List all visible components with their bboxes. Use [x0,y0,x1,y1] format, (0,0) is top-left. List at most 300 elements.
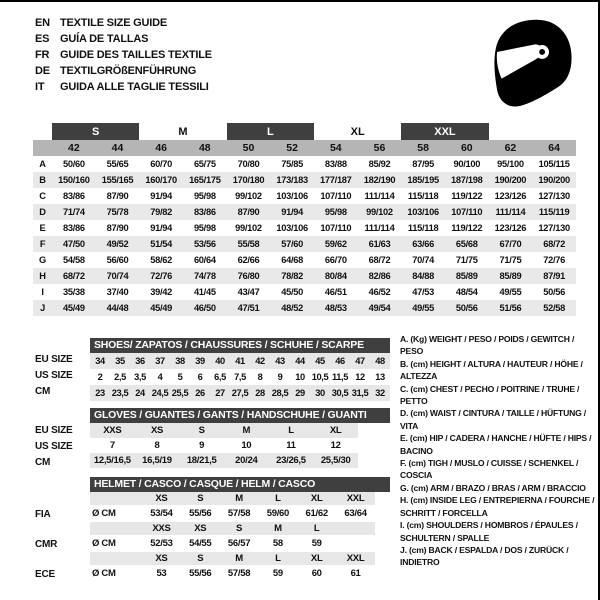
size-header-cell: 46 [139,140,183,156]
row-letter: F [33,236,52,252]
shoes-cell: 12 [355,372,365,382]
size-value-cell: 105/115 [538,159,570,169]
helmet-value-cell: 55/56 [181,505,220,522]
helmet-sizes-row-fia [90,492,375,505]
helmet-size-cell: M [220,552,259,565]
size-group-xxl: XXL [401,123,488,140]
size-value-cell: 85/89 [489,268,533,284]
size-value-cell: 56/60 [106,255,129,265]
size-value-cell: 49/54 [358,300,402,316]
helmet-size-cell: XS [181,522,220,535]
gloves-cell: 18/21,5 [179,453,224,468]
size-value-cell: 103/106 [276,223,308,233]
shoes-cell: 4 [157,372,163,382]
size-value-cell: 53/56 [183,236,227,252]
language-row-it [35,79,212,95]
shoes-cell: 43 [270,353,290,369]
size-value-cell: 41/45 [193,287,216,297]
shoes-row-1 [90,369,390,385]
size-value-cell: 187/198 [445,172,489,188]
size-value-cell: 43/47 [237,287,260,297]
legend-item: H. (cm) INSIDE LEG / ENTREPIERNA / FOURCHE / SCHRITT / FORCELLA [400,495,595,518]
size-value-cell: 60/70 [150,159,173,169]
shoes-cell: 37 [150,353,170,369]
helmet-value-cell: 61 [336,565,375,582]
size-value-cell: 95/98 [193,191,216,201]
helmet-size-cell: XS [142,492,181,505]
legend-item: C. (cm) CHEST / PECHO / POITRINE / TRUHE / PETTO [400,383,580,407]
size-value-cell: 78/82 [270,268,314,284]
size-value-cell: 51/56 [489,300,533,316]
gloves-cell: 12 [330,440,341,451]
size-value-cell: 107/110 [445,204,489,220]
size-value-cell: 72/76 [543,255,566,265]
helmet-size-cell: S [220,522,259,535]
language-code: FR [35,49,50,61]
helmet-values-row-cmr [90,535,375,552]
size-value-cell: 119/122 [451,191,483,201]
size-value-cell: 87/90 [106,223,129,233]
size-value-cell: 95/98 [314,204,358,220]
size-header-cell: 52 [270,140,314,156]
gloves-cell: XXS [90,423,135,438]
shoes-cell: 29 [290,385,310,401]
row-letter: G [39,255,46,265]
helmet-size-cell: M [220,492,259,505]
language-title: GUIDA ALLE TAGLIE TESSILI [60,81,209,93]
helmet-ece-label: ECE [35,569,55,580]
helmet-size-spacer [90,522,142,535]
shoes-cell: 10,5 [311,372,329,382]
textile-size-table [33,123,576,316]
shoes-cell: 48 [370,353,390,369]
shoes-cell: 3,5 [134,372,146,382]
legend-item: B. (cm) HEIGHT / ALTURA / HAUTEUR / HÖHE / ALTEZZA [400,358,583,382]
gloves-cell: 20/24 [224,453,269,468]
size-value-cell: 44/48 [96,300,140,316]
helmet-value-cell: 55/56 [181,565,220,582]
size-value-cell: 35/38 [62,287,85,297]
helmet-size-cell: L [297,522,336,535]
size-group-empty [489,123,533,140]
size-value-cell: 47/51 [227,300,271,316]
measure-row-i [33,284,576,300]
size-header-cell: 54 [314,140,358,156]
size-group-m: M [178,125,188,138]
size-header-cell: 42 [52,140,96,156]
measure-row-f [33,236,576,252]
size-value-cell: 91/94 [150,223,173,233]
size-header-cell: 50 [227,140,271,156]
size-value-cell: 70/80 [237,159,260,169]
size-header-cell: 56 [358,140,402,156]
shoes-cell: 11,5 [332,372,348,382]
helmet-value-cell: 60 [297,565,336,582]
size-value-cell: 68/72 [532,236,576,252]
helmet-sizes-row-ece [90,552,375,565]
size-value-cell: 50/56 [543,287,566,297]
helmet-value-cell: 53/54 [142,505,181,522]
language-title: GUÍA DE TALLAS [60,33,149,45]
helmet-value-cell: 57/58 [220,565,259,582]
shoes-cell: 23 [90,385,110,401]
gloves-cell: 8 [154,440,160,451]
helmet-values-row-ece [90,565,375,582]
helmet-value-cell: 52/53 [142,535,181,552]
size-value-cell: 99/102 [235,223,262,233]
size-value-cell: 111/114 [489,204,533,220]
size-value-cell: 123/126 [494,191,527,201]
size-value-cell: 61/63 [358,236,402,252]
row-letter: A [39,159,46,169]
shoes-cell: 36 [130,353,150,369]
row-letter: H [33,268,52,284]
shoes-cell: 6 [197,372,203,382]
shoes-cell: 24 [130,385,150,401]
size-header-cell: 58 [401,140,445,156]
helmet-value-cell: 61/62 [297,505,336,522]
size-value-cell: 83/86 [62,191,85,201]
size-value-cell: 47/53 [412,287,434,297]
size-value-cell: 49/55 [499,287,522,297]
gloves-cell: 25,5/30 [313,453,358,468]
size-value-cell: 58/62 [150,255,173,265]
size-value-cell: 46/51 [324,287,347,297]
measure-row-d [33,204,576,220]
size-value-cell: 51/54 [139,236,183,252]
gloves-cell: L [269,423,314,438]
row-letter: J [33,300,52,316]
size-value-cell: 80/84 [314,268,358,284]
measure-row-e [33,220,576,236]
shoes-cell: 27,5 [230,385,250,401]
gloves-cell: 7 [109,440,115,451]
size-value-cell: 55/58 [227,236,271,252]
size-value-cell: 160/170 [139,172,183,188]
helmet-value-cell: 54/55 [181,535,220,552]
shoes-cell: 27 [210,385,230,401]
size-value-cell: 87/90 [106,191,129,201]
size-value-cell: 87/95 [412,159,434,169]
size-value-cell: 103/106 [276,191,308,201]
size-value-cell: 165/175 [183,172,227,188]
size-value-cell: 71/75 [455,255,478,265]
measurement-legend [400,333,596,569]
helmet-size-spacer [90,492,142,505]
helmet-size-cell: S [181,492,220,505]
shoes-cell: 10 [295,372,305,382]
size-group-row [33,123,576,140]
size-value-cell: 65/75 [193,159,216,169]
helmet-size-cell: L [258,552,297,565]
shoes-cell: 7,5 [234,372,246,382]
language-row-de [35,63,212,79]
language-row-es [35,31,212,47]
size-value-cell: 95/98 [193,223,216,233]
shoes-cell: 41 [230,353,250,369]
gloves-table-title: GLOVES / GUANTES / GANTS / HANDSCHUHE / GUANTI [90,408,390,423]
helmet-unit-cell: Ø CM [90,505,142,522]
size-value-cell: 185/195 [401,172,445,188]
size-value-cell: 68/72 [368,255,391,265]
size-value-cell: 39/42 [150,287,173,297]
language-row-fr [35,47,212,63]
gloves-cell: 16,5/19 [135,453,180,468]
size-value-cell: 87/90 [227,204,271,220]
gloves-row-1 [90,438,358,453]
helmet-values-row-fia [90,505,375,522]
size-value-cell: 123/126 [494,223,527,233]
size-value-cell: 64/68 [281,255,304,265]
size-group-s: S [52,123,139,140]
helmet-size-cell: M [258,522,297,535]
size-value-cell: 82/86 [358,268,402,284]
size-value-cell: 91/94 [270,204,314,220]
shoes-cell: 31,5 [350,385,370,401]
size-value-cell: 91/94 [150,191,173,201]
measure-row-b [33,172,576,188]
helmet-cmr-label: CMR [35,539,58,550]
size-group-l: L [227,123,314,140]
helmet-value-cell: 59 [297,535,336,552]
helmet-value-cell: 59/60 [258,505,297,522]
shoes-cell: 30,5 [330,385,350,401]
size-value-cell: 70/74 [96,268,140,284]
size-header-cell: 44 [96,140,140,156]
size-value-cell: 57/60 [270,236,314,252]
gloves-table [90,408,390,468]
size-value-cell: 47/50 [52,236,96,252]
size-value-cell: 76/80 [227,268,271,284]
helmet-size-cell: L [258,492,297,505]
shoes-cell: 23,5 [110,385,130,401]
size-value-cell: 99/102 [358,204,402,220]
helmet-size-cell: XL [297,492,336,505]
size-value-cell: 65/68 [445,236,489,252]
size-value-cell: 87/91 [532,268,576,284]
helmet-sizes-row-cmr [90,522,375,535]
row-letter: B [33,172,52,188]
shoes-row-2 [90,385,390,401]
shoes-eu-size-label: EU SIZE [35,354,73,365]
gloves-cell: 11 [286,440,296,451]
racing-helmet-icon [486,16,578,110]
helmet-fia-label: FIA [35,509,51,520]
size-value-cell: 45/49 [52,300,96,316]
size-group-xl: XL [350,125,365,138]
shoes-cell: 45 [310,353,330,369]
shoes-cell: 44 [290,353,310,369]
helmet-unit-cell: Ø CM [90,535,142,552]
size-value-cell: 55/65 [106,159,129,169]
shoes-cm-label: CM [35,386,51,397]
legend-item: F. (cm) TIGH / MUSLO / CUISSE / SCHENKEL / COSCIA [400,458,579,481]
shoes-cell: 25,5 [170,385,190,401]
row-letter: D [33,204,52,220]
helmet-size-cell: XL [297,552,336,565]
helmet-size-cell: XXL [336,492,375,505]
size-value-cell: 127/130 [538,223,570,233]
size-value-cell: 107/110 [320,223,352,233]
helmet-size-cell: XXL [336,552,375,565]
size-value-cell: 150/160 [52,172,96,188]
language-code: EN [35,17,50,29]
size-value-cell: 37/40 [106,287,129,297]
helmet-size-cell: XXS [142,522,181,535]
size-value-cell: 45/49 [139,300,183,316]
language-row-en [35,15,212,31]
size-value-cell: 115/119 [532,204,576,220]
size-value-cell: 83/86 [183,204,227,220]
legend-item: A. (Kg) WEIGHT / PESO / POIDS / GEWITCH / PESO [400,334,575,357]
gloves-cell: 12,5/16,5 [90,453,135,468]
size-value-cell: 48/52 [270,300,314,316]
size-value-cell: 50/56 [445,300,489,316]
size-value-cell: 66/70 [324,255,347,265]
helmet-value-cell: 53 [142,565,181,582]
gloves-cell: M [224,423,269,438]
size-value-cell: 90/100 [453,159,481,169]
size-value-cell: 50/60 [62,159,85,169]
shoes-cell: 28 [250,385,270,401]
language-code: ES [35,33,50,45]
size-value-cell: 190/200 [532,172,576,188]
legend-item: D. (cm) WAIST / CINTURA / TAILLE / HÜFTUNG / VITA [400,408,586,431]
size-value-cell: 49/55 [401,300,445,316]
size-value-cell: 68/72 [52,268,96,284]
shoes-cell: 5 [177,372,183,382]
size-value-cell: 67/70 [489,236,533,252]
shoes-cell: 8 [257,372,263,382]
gloves-us-size-label: US SIZE [35,441,73,452]
shoes-us-size-label: US SIZE [35,370,73,381]
size-value-cell: 155/165 [96,172,140,188]
helmet-size-spacer [90,552,142,565]
shoes-cell: 32 [370,385,390,401]
size-value-cell: 127/130 [538,191,570,201]
shoes-table-title: SHOES/ ZAPATOS / CHAUSSURES / SCHUHE / SCARPE [90,338,390,353]
shoes-row-0 [90,353,390,369]
gloves-row-2 [90,453,358,468]
shoes-cell: 24,5 [150,385,170,401]
helmet-value-cell: 56/57 [220,535,259,552]
shoes-cell: 47 [350,353,370,369]
size-value-cell: 173/183 [270,172,314,188]
size-value-cell: 71/75 [499,255,522,265]
size-value-cell: 115/118 [407,223,439,233]
helmet-value-cell: 59 [258,565,297,582]
shoes-cell: 26 [190,385,210,401]
gloves-cell: 10 [241,440,252,451]
size-value-cell: 70/74 [412,255,434,265]
row-letter: E [39,223,46,233]
size-value-cell: 63/66 [401,236,445,252]
shoes-cell: 40 [210,353,230,369]
size-value-cell: 71/74 [52,204,96,220]
helmet-size-cell: XS [142,552,181,565]
helmet-table-title: HELMET / CASCO / CASQUE / HELM / CASCO [90,477,390,492]
shoes-cell: 28,5 [270,385,290,401]
language-title: TEXTILE SIZE GUIDE [60,17,168,29]
language-header [35,15,212,95]
size-value-cell: 99/102 [235,191,262,201]
size-value-cell: 182/190 [358,172,402,188]
measure-row-a [33,156,576,172]
shoes-cell: 9 [277,372,283,382]
size-value-cell: 45/50 [281,287,304,297]
size-value-cell: 52/58 [532,300,576,316]
size-header-cell: 60 [445,140,489,156]
size-value-cell: 46/52 [368,287,391,297]
shoes-cell: 39 [190,353,210,369]
size-header-corner [33,140,52,156]
shoes-cell: 34 [90,353,110,369]
size-value-cell: 74/78 [183,268,227,284]
size-value-cell: 72/76 [139,268,183,284]
size-value-cell: 75/78 [96,204,140,220]
size-value-cell: 48/54 [455,287,478,297]
size-group-empty [33,123,52,140]
shoes-table [90,338,390,401]
gloves-eu-size-label: EU SIZE [35,425,73,436]
size-value-cell: 59/62 [314,236,358,252]
size-value-cell: 83/88 [324,159,347,169]
size-value-cell: 62/66 [237,255,260,265]
gloves-cm-label: CM [35,457,51,468]
gloves-cell: 9 [199,440,205,451]
shoes-cell: 6,5 [214,372,226,382]
helmet-value-cell: 57/58 [220,505,259,522]
size-value-cell: 111/114 [364,191,395,201]
size-value-cell: 190/200 [489,172,533,188]
size-value-cell: 111/114 [364,223,395,233]
size-value-cell: 83/86 [62,223,85,233]
measure-row-h [33,268,576,284]
measure-row-c [33,188,576,204]
gloves-cell: 23/26,5 [269,453,314,468]
size-header-cell: 64 [532,140,576,156]
gloves-cell: S [179,423,224,438]
helmet-unit-cell: Ø CM [90,565,142,582]
size-value-cell: 85/92 [368,159,391,169]
size-value-cell: 48/53 [314,300,358,316]
size-value-cell: 84/88 [401,268,445,284]
size-value-cell: 95/100 [497,159,524,169]
size-value-cell: 107/110 [320,191,352,201]
shoes-cell: 38 [170,353,190,369]
size-value-cell: 115/118 [407,191,439,201]
size-value-cell: 79/82 [139,204,183,220]
shoes-cell: 35 [110,353,130,369]
size-value-cell: 85/89 [445,268,489,284]
size-value-cell: 46/50 [183,300,227,316]
helmet-value-cell: 63/64 [336,505,375,522]
gloves-row-0 [90,423,358,438]
size-value-cell: 54/58 [62,255,85,265]
size-header-cell: 48 [183,140,227,156]
legend-item: G. (cm) ARM / BRAZO / BRAS / ARM / BRACCIO [400,482,586,493]
size-value-cell: 60/64 [193,255,216,265]
measure-row-j [33,300,576,316]
row-letter: C [39,191,46,201]
size-header-cell: 62 [489,140,533,156]
size-header-row [33,140,576,156]
helmet-value-cell [336,535,375,552]
gloves-cell: XL [313,423,358,438]
helmet-size-cell [336,522,375,535]
shoes-cell: 13 [375,372,385,382]
helmet-table [90,477,390,582]
